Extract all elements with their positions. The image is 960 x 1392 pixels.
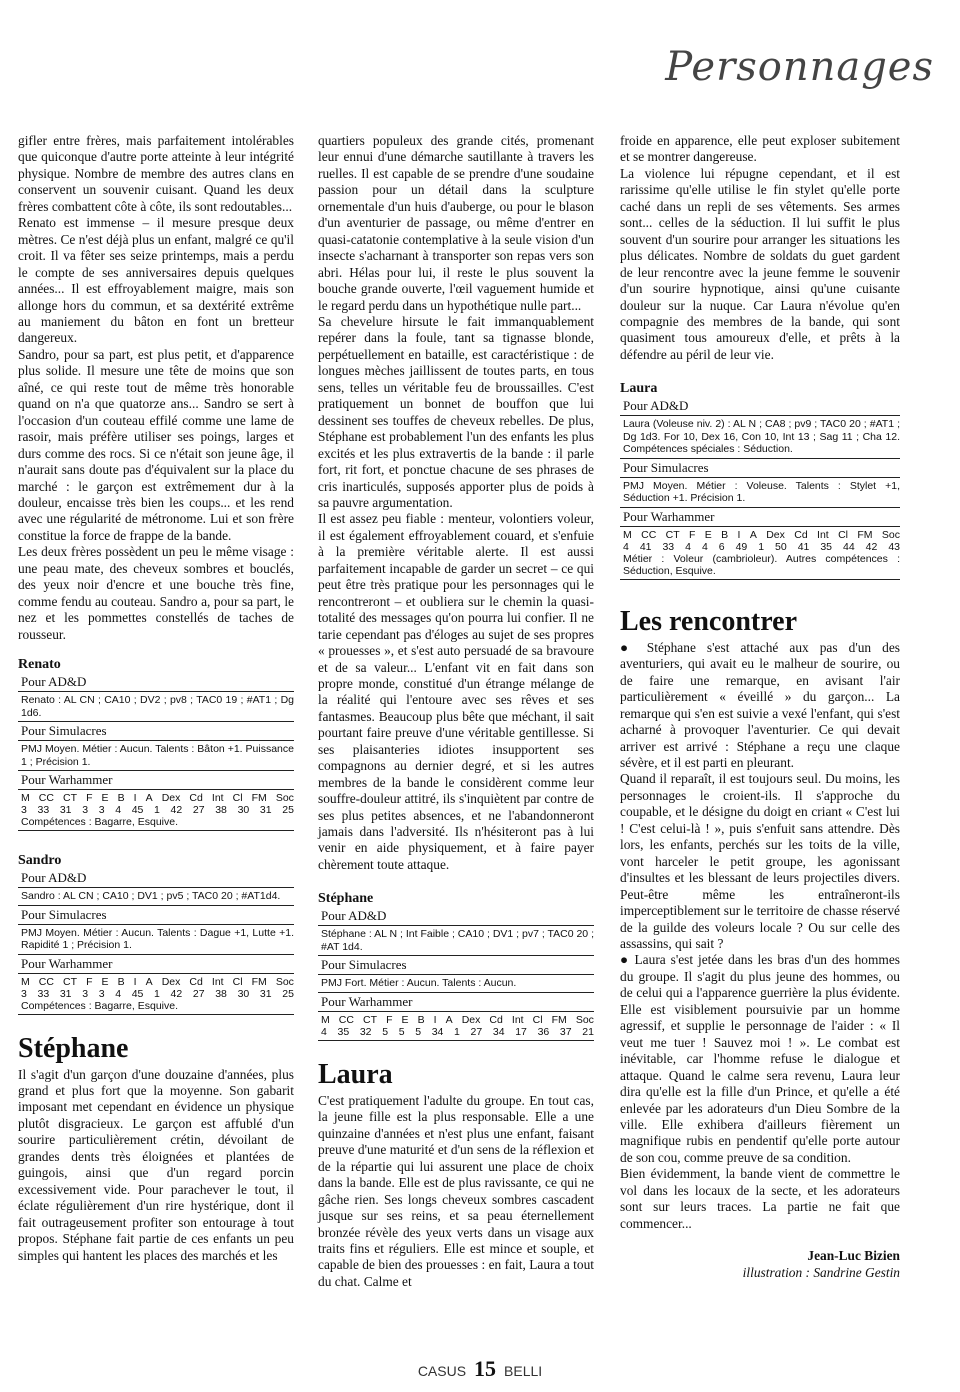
paragraph: Renato est immense – il mesure presque deux mètres. Ce n'est déjà plus un enfant, malgré ce qu'il croit. Il va fêter ses seize printemps, mais a perdu le compte de ses anniversaires depuis quelques années... Il est effroyablement maigre, mais son allonge hors du commun, et sa dextérité extrême au maniement du bâton en font un bretteur dangereux. xyxy=(18,215,294,346)
cell: I xyxy=(133,792,137,805)
cell: 27 xyxy=(192,804,205,817)
column-2 xyxy=(318,133,594,1290)
cell: FM xyxy=(251,975,267,988)
statblock-renato xyxy=(18,657,294,831)
cell: Cd xyxy=(189,792,203,805)
cell: 4 xyxy=(115,987,122,1000)
cell: 1 xyxy=(454,1025,460,1038)
cell: 4 xyxy=(115,804,122,817)
cell: Int xyxy=(511,1013,524,1026)
war-table xyxy=(18,974,294,1015)
stat-name: Laura xyxy=(620,381,658,397)
cell: 4 xyxy=(321,1025,327,1038)
cell: Cl xyxy=(838,528,848,541)
stat-header: Pour Warhammer xyxy=(318,993,594,1012)
cell: 34 xyxy=(431,1025,444,1038)
stat-header: Pour Warhammer xyxy=(18,955,294,974)
cell: A xyxy=(145,792,153,805)
cell: M xyxy=(21,975,30,988)
cell: Int xyxy=(211,975,224,988)
cell: Soc xyxy=(275,975,294,988)
stat-line: PMJ Moyen. Métier : Aucun. Talents : Bâton +1. Puissance 1 ; Précision 1. xyxy=(18,741,294,771)
paragraph: froide en apparence, elle peut exploser subitement et se montrer dangereuse. xyxy=(620,133,900,165)
cell: 4 xyxy=(701,540,708,553)
stat-line: Stéphane : AL N ; Int Faible ; CA10 ; DV1 ; pv7 ; TAC0 20 ; #AT 1d4. xyxy=(318,926,594,956)
stat-line: Laura (Voleuse niv. 2) : AL N ; CA8 ; pv9 ; TAC0 20 ; #AT1 ; Dg 1d3. For 10, Dex 16, Con 10, Int 13 ; Sag 11 ; Cha 12. Compétences spéciales : Séduction. xyxy=(620,416,900,459)
stat-header: Pour Simulacres xyxy=(620,459,900,478)
cell: 44 xyxy=(843,540,855,553)
cell: 4 xyxy=(623,540,629,553)
stat-line: PMJ Fort. Métier : Aucun. Talents : Aucun. xyxy=(318,975,594,993)
cell: 50 xyxy=(775,540,787,553)
section-title-laura: Laura xyxy=(318,1058,393,1090)
cell: Int xyxy=(211,792,224,805)
cell: 30 xyxy=(237,987,250,1000)
war-header-row xyxy=(623,529,900,541)
cell: 33 xyxy=(37,987,50,1000)
cell: Dex xyxy=(161,792,181,805)
stat-name: Stéphane xyxy=(318,891,374,907)
column-1 xyxy=(18,133,294,1264)
war-competences: Compétences : Bagarre, Esquive. xyxy=(21,816,178,829)
cell: 27 xyxy=(470,1025,483,1038)
stat-header: Pour AD&D xyxy=(18,869,294,888)
cell: M xyxy=(623,528,632,541)
cell: F xyxy=(689,528,696,541)
cell: B xyxy=(721,528,729,541)
cell: Cl xyxy=(232,792,243,805)
section-title-rencontrer: Les rencontrer xyxy=(620,605,798,637)
cell: CT xyxy=(63,792,78,805)
cell: F xyxy=(86,975,93,988)
paragraph: Sandro, pour sa part, est plus petit, et d'apparence plus solide. Il mesure une tête de moins que son aîné, ce qui reste tout de même très honorable quand on n'a que quatorze ans... Sandro se sert à l'occasion d'un couteau effilé comme une lame de rasoir, mais préfère utiliser ses poings, larges et durs comme des rocs. Si ce n'était son jeune âge, il n'aurait sans doute pas d'équivalent sur la place du marché : le garçon est extrêmement dur à la douleur, encaisse très bien les coups... et les rend avec une régularité de métronome. Lui et son frère constitue la force de frappe de la bande. xyxy=(18,346,294,543)
cell: 3 xyxy=(21,987,27,1000)
cell: 3 xyxy=(82,987,89,1000)
cell: CT xyxy=(665,528,680,541)
cell: 1 xyxy=(154,987,160,1000)
cell: CC xyxy=(641,528,657,541)
war-table xyxy=(18,790,294,831)
cell: 21 xyxy=(582,1025,594,1038)
cell: I xyxy=(737,528,741,541)
author: Jean-Luc Bizien xyxy=(807,1248,900,1264)
cell: 33 xyxy=(37,804,50,817)
cell: Soc xyxy=(881,528,900,541)
stat-header: Pour Warhammer xyxy=(18,771,294,790)
cell: 42 xyxy=(170,987,183,1000)
cell: A xyxy=(749,528,757,541)
cell: CT xyxy=(363,1013,378,1026)
stat-header: Pour AD&D xyxy=(318,907,594,926)
cell: I xyxy=(133,975,137,988)
illustration-credit: illustration : Sandrine Gestin xyxy=(742,1264,900,1280)
cell: M xyxy=(21,792,30,805)
stat-header: Pour Simulacres xyxy=(18,722,294,741)
cell: A xyxy=(445,1013,453,1026)
war-competences: Métier : Voleur (cambrioleur). Autres compétences : Séduction, Esquive. xyxy=(623,552,900,577)
war-table xyxy=(318,1012,594,1041)
war-value-row xyxy=(623,541,900,553)
cell: CC xyxy=(38,975,54,988)
cell: B xyxy=(417,1013,425,1026)
paragraph: Bien évidemment, la bande vient de commettre le vol dans les locaux de la secte, et les adorateurs sont sur leurs traces. La partie ne fait que commencer... xyxy=(620,1166,900,1231)
cell: 1 xyxy=(758,540,765,553)
cell: 27 xyxy=(192,987,205,1000)
cell: 30 xyxy=(237,804,250,817)
cell: 1 xyxy=(154,804,160,817)
cell: 31 xyxy=(259,804,272,817)
paragraph: gifler entre frères, mais parfaitement intolérables que quiconque d'autre porte atteinte à leur intégrité physique. Nombre de membre des autres clans en conservent un souvenir cuisant. Quand les deux frères combattent côte à côte, ils sont redoutables... xyxy=(18,133,294,214)
column-3 xyxy=(620,133,900,1281)
cell: 17 xyxy=(515,1025,527,1038)
section-title-stephane: Stéphane xyxy=(18,1032,129,1064)
paragraph: C'est pratiquement l'adulte du groupe. En tout cas, la jeune fille est la plus responsable. Elle a une quinzaine d'années et n'est plus une enfant, faisant preuve d'une maturité et d'un sens de la réflexion et de la répartie qui lui assurent une place de choix dans la bande. Elle est de plus ravissante, ce qui ne gâche rien. Ses longs cheveux sombres cascadent jusque sur ses reins, et sa peau éternellement bronzée révèle des yeux verts dans un visage aux traits fins et réguliers. Elle est mince et souple, et capable de bien des prouesses : en fait, Laura a tout du chat. Calme et xyxy=(318,1092,594,1289)
paragraph: quartiers populeux des grande cités, promenant leur ennui d'une démarche sautillante à travers les ruelles. Il est capable de se prendre d'une soudaine passion pour un détail dans la sculpture ornementale d'un huis d'auberge, ou pour le blason d'un aventurier de passage, ou même d'entrer en quasi-catatonie contemplative à la seule vision d'un insecte s'acharnant à transporter son repas vers son abri. Hélas pour lui, il reste le plus souvent la bouche grande ouverte, l'œil vaguement humide et le regard perdu dans un hypothétique nulle part... xyxy=(318,133,594,313)
paragraph: Il est assez peu fiable : menteur, volontiers voleur, il est également effroyablement couard, et s'enfuie à la première véritable alerte. Il est aussi parfaitement incapable de garder un secret – ce qui peut être très pratique pour les personnages qui le rencontreront – et oubliera sur le chemin la quasi-totalité des messages qu'on pourra lui confier. Il ne tarie cependant pas d'éloges au sujet de ses propres « prouesses », et s'est auto persuadé de sa bravoure et de sa valeur... L'enfant vit en fait dans son propre monde, constitué d'un étrange mélange de la réalité qui l'entoure avec ses rêves et ses fantasmes. Beaucoup plus bête que méchant, il sait pourtant faire preuve d'une véritable gentillesse. Si ses plaisanteries idiotes insupportent ses compagnons au dernier degré, et si les autres membres de la bande le considèrent comme leur souffre-douleur attitré, ils s'inquiètent par contre de ses plus petites absences, et ne l'abandonneront jamais dans l'adversité. Ils n'hésiteront pas à lui venir en aide physiquement, et à faire payer chèrement toute attaque. xyxy=(318,511,594,872)
stat-header: Pour Warhammer xyxy=(620,508,900,527)
cell: Dex xyxy=(766,528,785,541)
cell: CC xyxy=(338,1013,354,1026)
cell: E xyxy=(704,528,712,541)
cell: 25 xyxy=(282,804,294,817)
magazine-name-left: CASUS xyxy=(417,1363,467,1379)
war-competences: Compétences : Bagarre, Esquive. xyxy=(21,999,178,1012)
cell: 25 xyxy=(282,987,294,1000)
page-number: 15 xyxy=(474,1356,497,1381)
cell: Cd xyxy=(794,528,808,541)
cell: F xyxy=(86,792,93,805)
cell: 3 xyxy=(98,804,105,817)
cell: B xyxy=(117,975,125,988)
cell: 41 xyxy=(797,540,810,553)
statblock-sandro xyxy=(18,853,294,1015)
cell: 6 xyxy=(718,540,725,553)
paragraph: La violence lui répugne cependant, et il est rarissime qu'elle utilise le fin stylet qu'elle porte caché dans un repli de ses vêtements. Ses armes sont... celles de la séduction. Il lui suffit le plus souvent d'un sourire pour arranger les situations les plus délicates. Nombre de soldats du guet gardent de leur rencontre avec la jeune femme le souvenir d'un sourire hypnotique, ainsi qu'une cuisante douleur sur la nuque. Car Laura n'évolue qu'en compagnie des membres de la bande, qui sont quasiment tous amoureux d'elle, et prêts à la défendre au péril de leur vie. xyxy=(620,165,900,362)
cell: 3 xyxy=(98,987,105,1000)
cell: 31 xyxy=(59,987,72,1000)
cell: 3 xyxy=(82,804,89,817)
cell: 31 xyxy=(259,987,272,1000)
cell: 42 xyxy=(865,540,878,553)
cell: 41 xyxy=(639,540,652,553)
stat-header: Pour Simulacres xyxy=(18,906,294,925)
cell: E xyxy=(101,792,109,805)
cell: 38 xyxy=(215,987,227,1000)
cell: FM xyxy=(251,792,267,805)
cell: Cl xyxy=(532,1013,543,1026)
cell: 45 xyxy=(131,804,144,817)
war-value-row xyxy=(21,804,294,816)
paragraph: Il s'agit d'un garçon d'une douzaine d'années, plus grand et plus fort que la moyenne. Son gabarit imposant met cependant en évidence un physique plutôt disgracieux. Le garçon est affublé d'un sourire particulièrement crétin, dévoilant de grandes dents très éloignées et plantées de guingois, ainsi que d'un regard porcin excessivement vide. Pour parachever le tout, il éclate régulièrement d'un rire hystérique, dont il fait outrageusement profiter son entourage à tout propos. Stéphane fait partie de ces enfants un peu simples qui hantent les places des marchés et les xyxy=(18,1066,294,1263)
cell: 45 xyxy=(131,987,144,1000)
cell: 42 xyxy=(170,804,183,817)
stat-line: PMJ Moyen. Métier : Voleuse. Talents : Stylet +1, Séduction +1. Précision 1. xyxy=(620,478,900,508)
cell: E xyxy=(401,1013,409,1026)
cell: 4 xyxy=(685,540,691,553)
cell: 5 xyxy=(415,1025,422,1038)
stat-header: Pour Simulacres xyxy=(318,956,594,975)
cell: 33 xyxy=(662,540,675,553)
cell: 3 xyxy=(21,804,27,817)
paragraph: Les deux frères possèdent un peu le même visage : une peau mate, des cheveux sombres et bouclés, des yeux noir d'encre et une bouche très fine, comme fendu au couteau. Sandro a, pour sa part, le nez et les pommettes constellés de taches de rousseur. xyxy=(18,544,294,642)
stat-line: Renato : AL CN ; CA10 ; DV2 ; pv8 ; TAC0 19 ; #AT1 ; Dg 1d6. xyxy=(18,692,294,722)
cell: Soc xyxy=(575,1013,594,1026)
cell: 5 xyxy=(382,1025,389,1038)
stat-name: Renato xyxy=(18,657,61,673)
cell: 35 xyxy=(337,1025,350,1038)
war-header-row xyxy=(21,792,294,804)
cell: Cd xyxy=(189,975,203,988)
magazine-name-right: BELLI xyxy=(504,1363,543,1379)
cell: Dex xyxy=(161,975,181,988)
cell: Soc xyxy=(275,792,294,805)
cell: 5 xyxy=(398,1025,405,1038)
cell: E xyxy=(101,975,109,988)
paragraph: ● Stéphane s'est attaché aux pas d'un des aventuriers, qui avait eu le malheur de sourire, ou de faire une remarque, en avisant l'air particulièrement « éveillé » du garçon... La remarque qui s'en est suivie a vexé l'enfant, qui s'est acharné à provoquer l'aventurier. Ce qui devait arriver est arrivé : Stéphane a reçu une claque sévère, et il est parti en pleurant. xyxy=(620,639,900,771)
statblock-laura xyxy=(620,381,900,580)
cell: CT xyxy=(63,975,78,988)
war-table xyxy=(620,527,900,580)
war-header-row xyxy=(321,1014,594,1026)
stat-header: Pour AD&D xyxy=(18,673,294,692)
cell: A xyxy=(145,975,153,988)
stat-line: PMJ Moyen. Métier : Aucun. Talents : Dague +1, Lutte +1. Rapidité 1 ; Précision 1. xyxy=(18,925,294,955)
paragraph: ● Laura s'est jetée dans les bras d'un des hommes du groupe. Il s'agit du plus jeune des hommes, ou de celui qui a l'apparence guerrière la plus évidente. Elle est visiblement poursuivie par un homme agressif, et supplie le personnage de l'aider : « Il veut me tuer ! Sauvez moi ! ». Le combat est inévitable, car l'homme refuse le dialogue et attaque. Quand le calme sera revenu, Laura leur dira qu'elle est la fille d'un Prince, et qu'elle a été enlevée par les adorateurs d'un Dieu Sombre de la ville. Elle exhibera d'ailleurs fièrement un magnifique rubis en pendentif qu'elle porte autour de son cou, comme preuve de sa condition. xyxy=(620,952,900,1165)
cell: 32 xyxy=(359,1025,372,1038)
cell: 38 xyxy=(215,804,227,817)
stat-name: Sandro xyxy=(18,853,62,869)
section-header: Personnages xyxy=(665,44,934,90)
cell: 43 xyxy=(888,540,900,553)
paragraph: Quand il reparaît, il est toujours seul. Du moins, les personnages le croient-ils. Il s'approche du coupable, et le désigne du doigt en criant « C'est lui ! C'est celui-là ! », puis s'enfuit sans attendre. Dès lors, les enfants, perchés sur les toits de la ville, vont harceler le petit groupe, les agonissant d'insultes et les blessant de leurs projectiles divers. Peut-être même les entraîneront-ils imperceptiblement sur le territoire de chasse réservé de la guilde des voleurs locale ? Ou sur celle des assassins, qui sait ? xyxy=(620,771,900,951)
cell: FM xyxy=(551,1013,567,1026)
cell: CC xyxy=(38,792,54,805)
war-value-row xyxy=(21,988,294,1000)
statblock-stephane xyxy=(318,891,594,1041)
cell: F xyxy=(386,1013,393,1026)
cell: M xyxy=(321,1013,330,1026)
paragraph: Sa chevelure hirsute le fait immanquablement repérer dans la foule, tant sa tignasse blonde, perpétuellement en bataille, est caractéristique : de longues mèches jaillissent de toutes parts, en tous sens, telles un véritable feu de broussailles. C'est pratiquement un bonnet de bouffon que lui dessinent ses touffes de cheveux rebelles. De plus, Stéphane est probablement l'un des enfants les plus excités et les plus extravertis de la bande : il parle fort, rit fort, et ponctue chacune de ses phrases de cris inarticulés, supposés apporter plus de poids à sa pauvre argumentation. xyxy=(318,313,594,510)
war-value-row xyxy=(321,1026,594,1038)
cell: FM xyxy=(857,528,873,541)
stat-header: Pour AD&D xyxy=(620,397,900,416)
cell: 34 xyxy=(492,1025,505,1038)
cell: Dex xyxy=(461,1013,481,1026)
cell: 35 xyxy=(820,540,833,553)
cell: Int xyxy=(817,528,829,541)
cell: Cl xyxy=(232,975,243,988)
cell: 31 xyxy=(59,804,72,817)
cell: 49 xyxy=(735,540,748,553)
stat-line: Sandro : AL CN ; CA10 ; DV1 ; pv5 ; TAC0 20 ; #AT1d4. xyxy=(18,888,294,906)
cell: 37 xyxy=(559,1025,572,1038)
page-footer xyxy=(0,1356,960,1382)
cell: B xyxy=(117,792,125,805)
cell: Cd xyxy=(489,1013,503,1026)
war-header-row xyxy=(21,976,294,988)
cell: I xyxy=(433,1013,437,1026)
cell: 36 xyxy=(537,1025,550,1038)
